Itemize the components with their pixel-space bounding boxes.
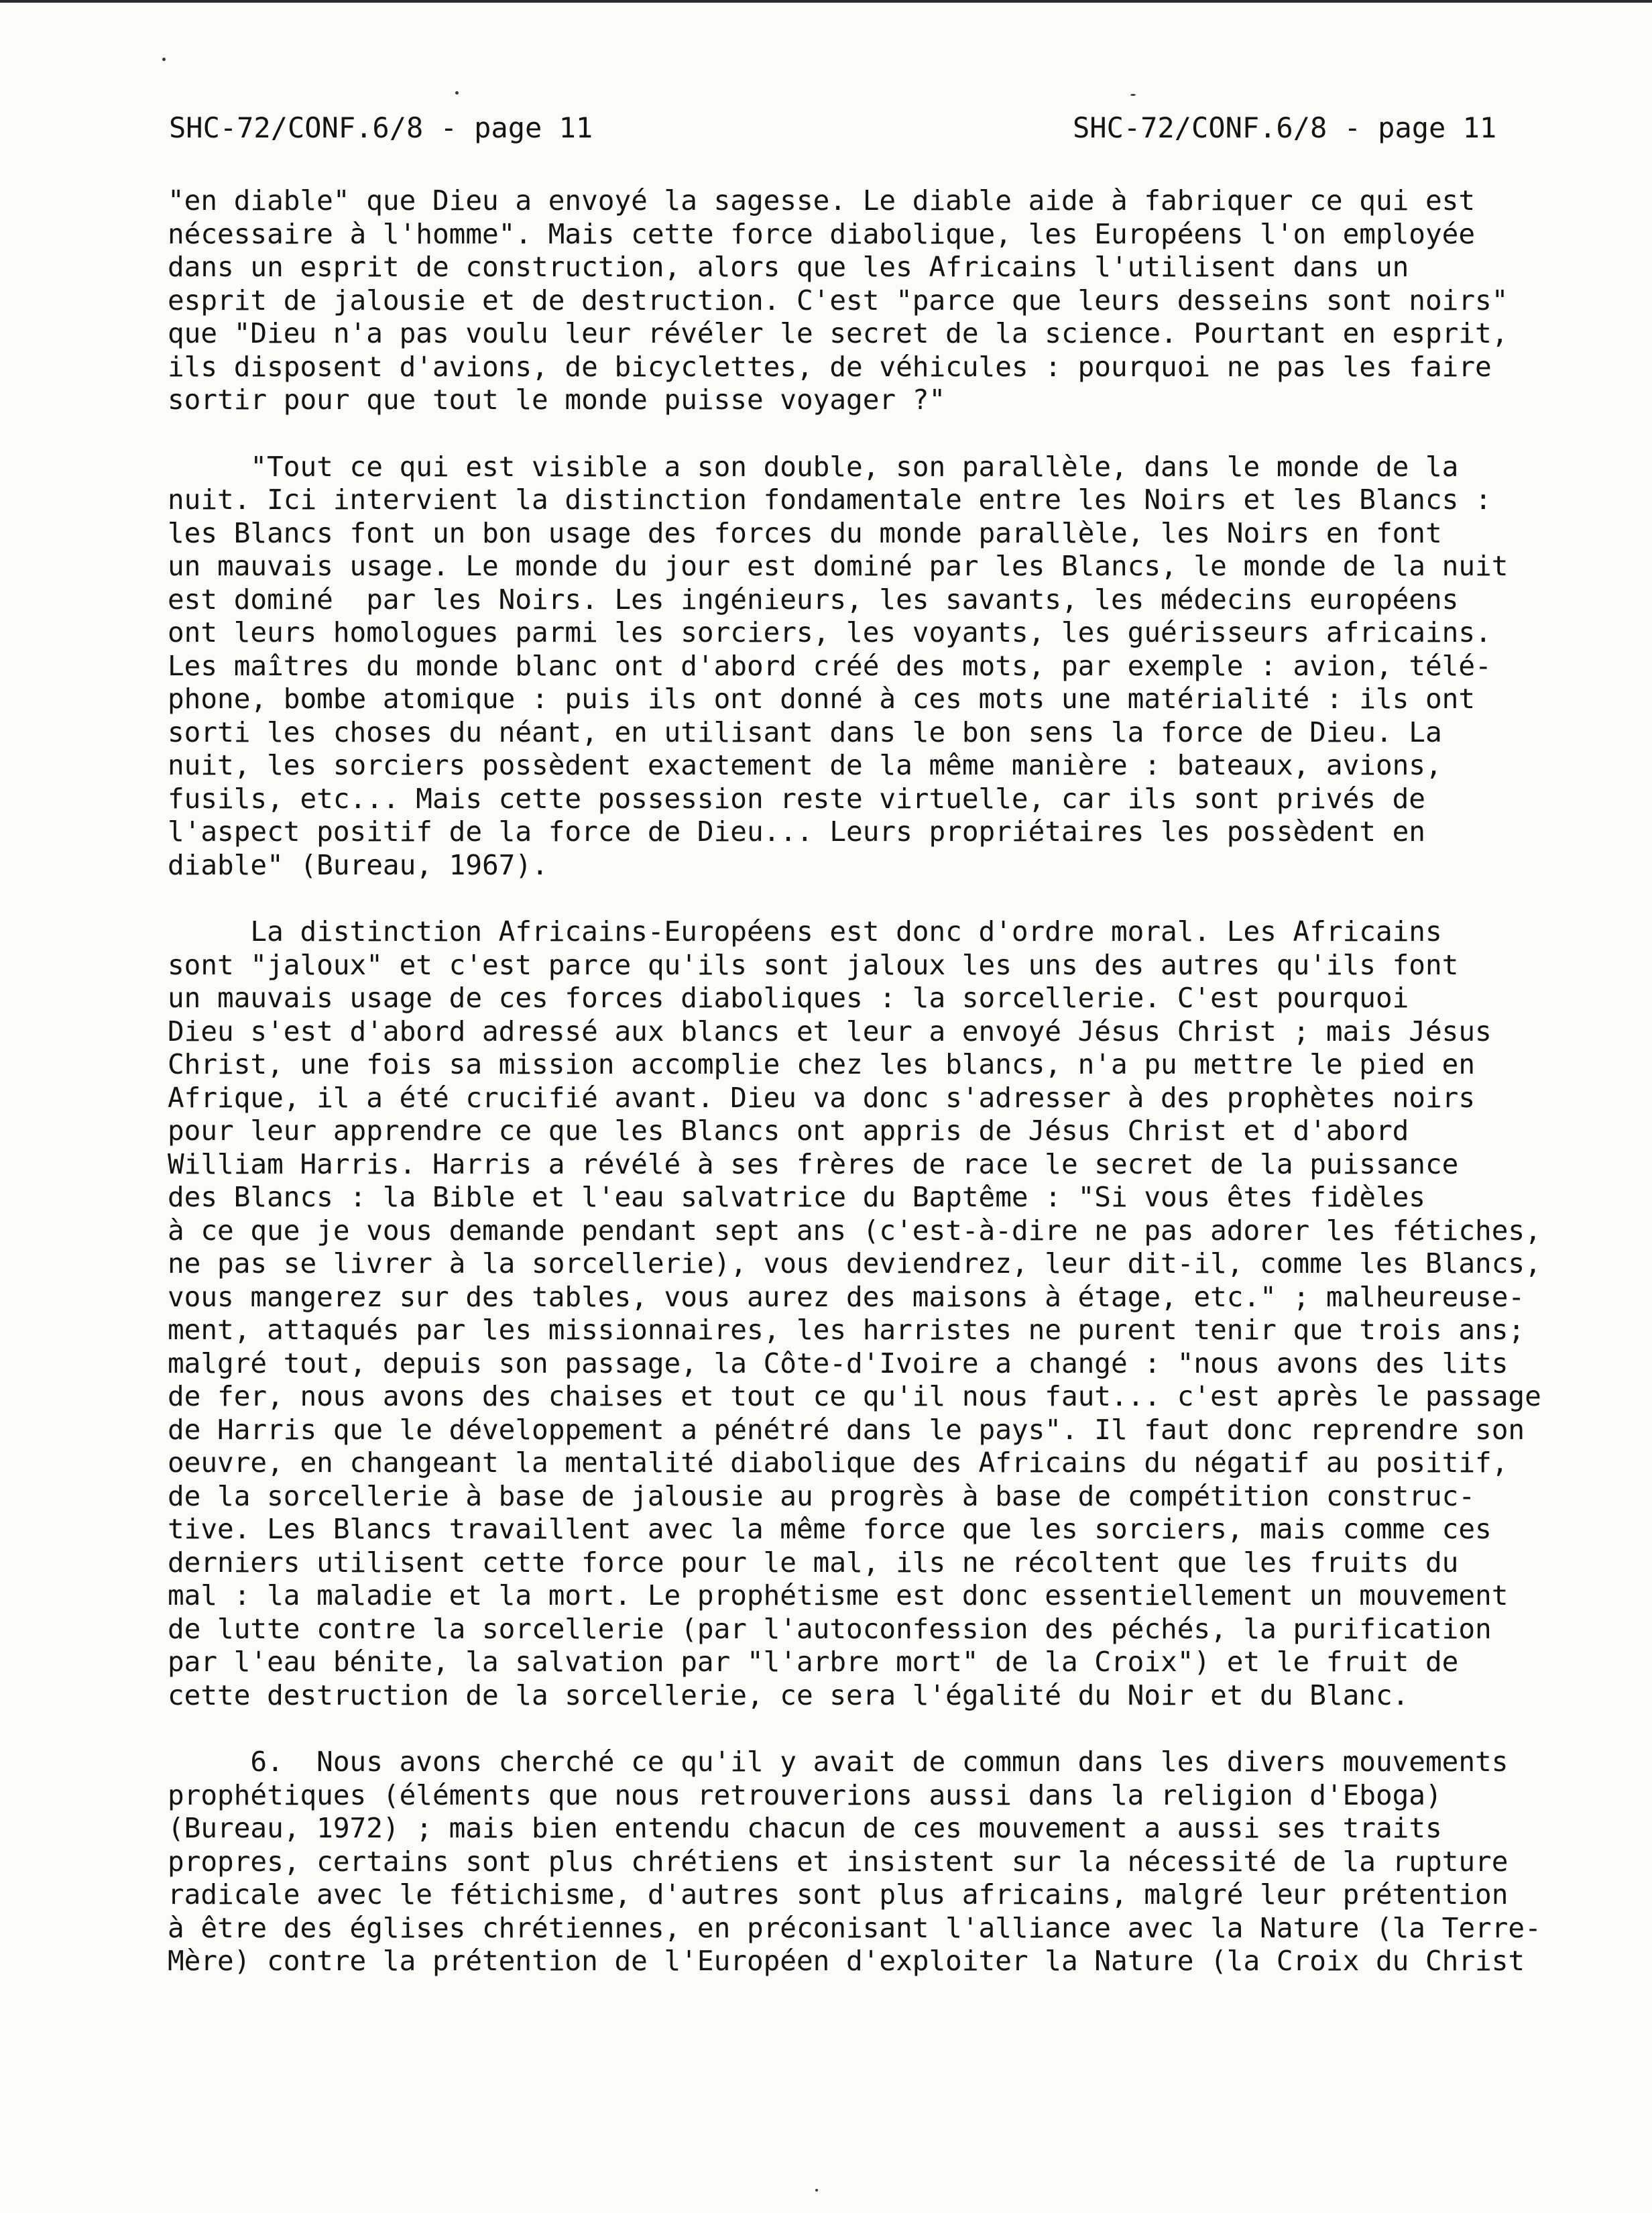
text-line: à ce que je vous demande pendant sept ans (c'est-à-dire ne pas adorer les fétiches, xyxy=(168,1214,1541,1247)
text-line: 6. Nous avons cherché ce qu'il y avait de commun dans les divers mouvements xyxy=(168,1746,1509,1778)
document-body xyxy=(168,184,1569,2012)
text-line: prophétiques (éléments que nous retrouverions aussi dans la religion d'Eboga) xyxy=(168,1778,1442,1811)
text-line: sorti les choses du néant, en utilisant dans le bon sens la force de Dieu. La xyxy=(168,716,1442,748)
text-line: à être des églises chrétiennes, en préconisant l'alliance avec la Nature (la Terre- xyxy=(168,1911,1541,1944)
scan-edge-line xyxy=(0,0,1652,3)
text-line: propres, certains sont plus chrétiens et insistent sur la nécessité de la rupture xyxy=(168,1845,1509,1878)
text-line: nuit, les sorciers possèdent exactement de la même manière : bateaux, avions, xyxy=(168,749,1442,781)
text-line: Afrique, il a été crucifié avant. Dieu va donc s'adresser à des prophètes noirs xyxy=(168,1081,1476,1114)
page-header-right: SHC-72/CONF.6/8 - page 11 xyxy=(1073,111,1497,144)
page-header-left: SHC-72/CONF.6/8 - page 11 xyxy=(169,111,593,144)
text-line: ment, attaqués par les missionnaires, les harristes ne purent tenir que trois ans; xyxy=(168,1314,1525,1346)
scan-speck xyxy=(455,91,459,95)
paragraph-3 xyxy=(168,915,1569,1712)
text-line: "en diable" que Dieu a envoyé la sagesse. Le diable aide à fabriquer ce qui est xyxy=(168,184,1476,217)
text-line: est dominé par les Noirs. Les ingénieurs, les savants, les médecins européens xyxy=(168,583,1459,616)
text-line: de lutte contre la sorcellerie (par l'autoconfession des péchés, la purification xyxy=(168,1612,1492,1645)
text-line: fusils, etc... Mais cette possession reste virtuelle, car ils sont privés de xyxy=(168,782,1425,815)
text-line: La distinction Africains-Européens est donc d'ordre moral. Les Africains xyxy=(168,915,1442,948)
text-line: "Tout ce qui est visible a son double, son parallèle, dans le monde de la xyxy=(168,450,1459,483)
text-line: ils disposent d'avions, de bicyclettes, de véhicules : pourquoi ne pas les faire xyxy=(168,350,1492,383)
text-line: de la sorcellerie à base de jalousie au progrès à base de compétition construc- xyxy=(168,1479,1476,1512)
text-line: phone, bombe atomique : puis ils ont donné à ces mots une matérialité : ils ont xyxy=(168,683,1476,715)
text-line: radicale avec le fétichisme, d'autres sont plus africains, malgré leur prétention xyxy=(168,1878,1509,1911)
paragraph-1 xyxy=(168,184,1569,417)
scan-speck xyxy=(1130,94,1136,96)
text-line: malgré tout, depuis son passage, la Côte-d'Ivoire a changé : "nous avons des lits xyxy=(168,1347,1509,1379)
scan-speck xyxy=(815,2189,818,2192)
text-line: Dieu s'est d'abord adressé aux blancs et leur a envoyé Jésus Christ ; mais Jésus xyxy=(168,1015,1492,1047)
text-line: derniers utilisent cette force pour le mal, ils ne récoltent que les fruits du xyxy=(168,1546,1459,1579)
text-line: cette destruction de la sorcellerie, ce sera l'égalité du Noir et du Blanc. xyxy=(168,1679,1409,1711)
text-line: l'aspect positif de la force de Dieu... Leurs propriétaires les possèdent en xyxy=(168,815,1425,848)
text-line: ont leurs homologues parmi les sorciers, les voyants, les guérisseurs africains. xyxy=(168,616,1492,648)
text-line: des Blancs : la Bible et l'eau salvatrice du Baptême : "Si vous êtes fidèles xyxy=(168,1181,1425,1213)
paragraph-2 xyxy=(168,451,1569,883)
text-line: les Blancs font un bon usage des forces du monde parallèle, les Noirs en font xyxy=(168,516,1442,549)
text-line: de Harris que le développement a pénétré dans le pays". Il faut donc reprendre son xyxy=(168,1413,1525,1446)
text-line: vous mangerez sur des tables, vous aurez des maisons à étage, etc." ; malheureuse- xyxy=(168,1280,1525,1313)
text-line: tive. Les Blancs travaillent avec la même force que les sorciers, mais comme ces xyxy=(168,1513,1492,1545)
text-line: sont "jaloux" et c'est parce qu'ils sont jaloux les uns des autres qu'ils font xyxy=(168,948,1459,981)
paragraph-4 xyxy=(168,1746,1569,1978)
text-line: Christ, une fois sa mission accomplie chez les blancs, n'a pu mettre le pied en xyxy=(168,1048,1476,1080)
text-line: nécessaire à l'homme". Mais cette force diabolique, les Européens l'on employée xyxy=(168,217,1476,250)
text-line: sortir pour que tout le monde puisse voyager ?" xyxy=(168,384,946,416)
text-line: William Harris. Harris a révélé à ses frères de race le secret de la puissance xyxy=(168,1147,1459,1180)
text-line: mal : la maladie et la mort. Le prophétisme est donc essentiellement un mouvement xyxy=(168,1579,1509,1611)
text-line: Les maîtres du monde blanc ont d'abord créé des mots, par exemple : avion, télé- xyxy=(168,649,1492,682)
text-line: un mauvais usage. Le monde du jour est dominé par les Blancs, le monde de la nuit xyxy=(168,550,1509,582)
text-line: oeuvre, en changeant la mentalité diabolique des Africains du négatif au positif, xyxy=(168,1446,1509,1479)
text-line: de fer, nous avons des chaises et tout ce qu'il nous faut... c'est après le passage xyxy=(168,1380,1541,1412)
text-line: nuit. Ici intervient la distinction fondamentale entre les Noirs et les Blancs : xyxy=(168,484,1492,516)
text-line: ne pas se livrer à la sorcellerie), vous deviendrez, leur dit-il, comme les Blancs, xyxy=(168,1247,1541,1280)
text-line: diable" (Bureau, 1967). xyxy=(168,848,548,881)
text-line: par l'eau bénite, la salvation par "l'arbre mort" de la Croix") et le fruit de xyxy=(168,1646,1459,1678)
text-line: esprit de jalousie et de destruction. C'est "parce que leurs desseins sont noirs" xyxy=(168,284,1509,317)
text-line: un mauvais usage de ces forces diaboliques : la sorcellerie. C'est pourquoi xyxy=(168,982,1409,1014)
text-line: Mère) contre la prétention de l'Européen d'exploiter la Nature (la Croix du Christ xyxy=(168,1945,1525,1977)
text-line: que "Dieu n'a pas voulu leur révéler le secret de la science. Pourtant en esprit, xyxy=(168,317,1509,349)
scan-speck xyxy=(162,58,166,61)
text-line: (Bureau, 1972) ; mais bien entendu chacun de ces mouvement a aussi ses traits xyxy=(168,1812,1442,1844)
text-line: dans un esprit de construction, alors que les Africains l'utilisent dans un xyxy=(168,251,1409,283)
text-line: pour leur apprendre ce que les Blancs ont appris de Jésus Christ et d'abord xyxy=(168,1115,1409,1147)
